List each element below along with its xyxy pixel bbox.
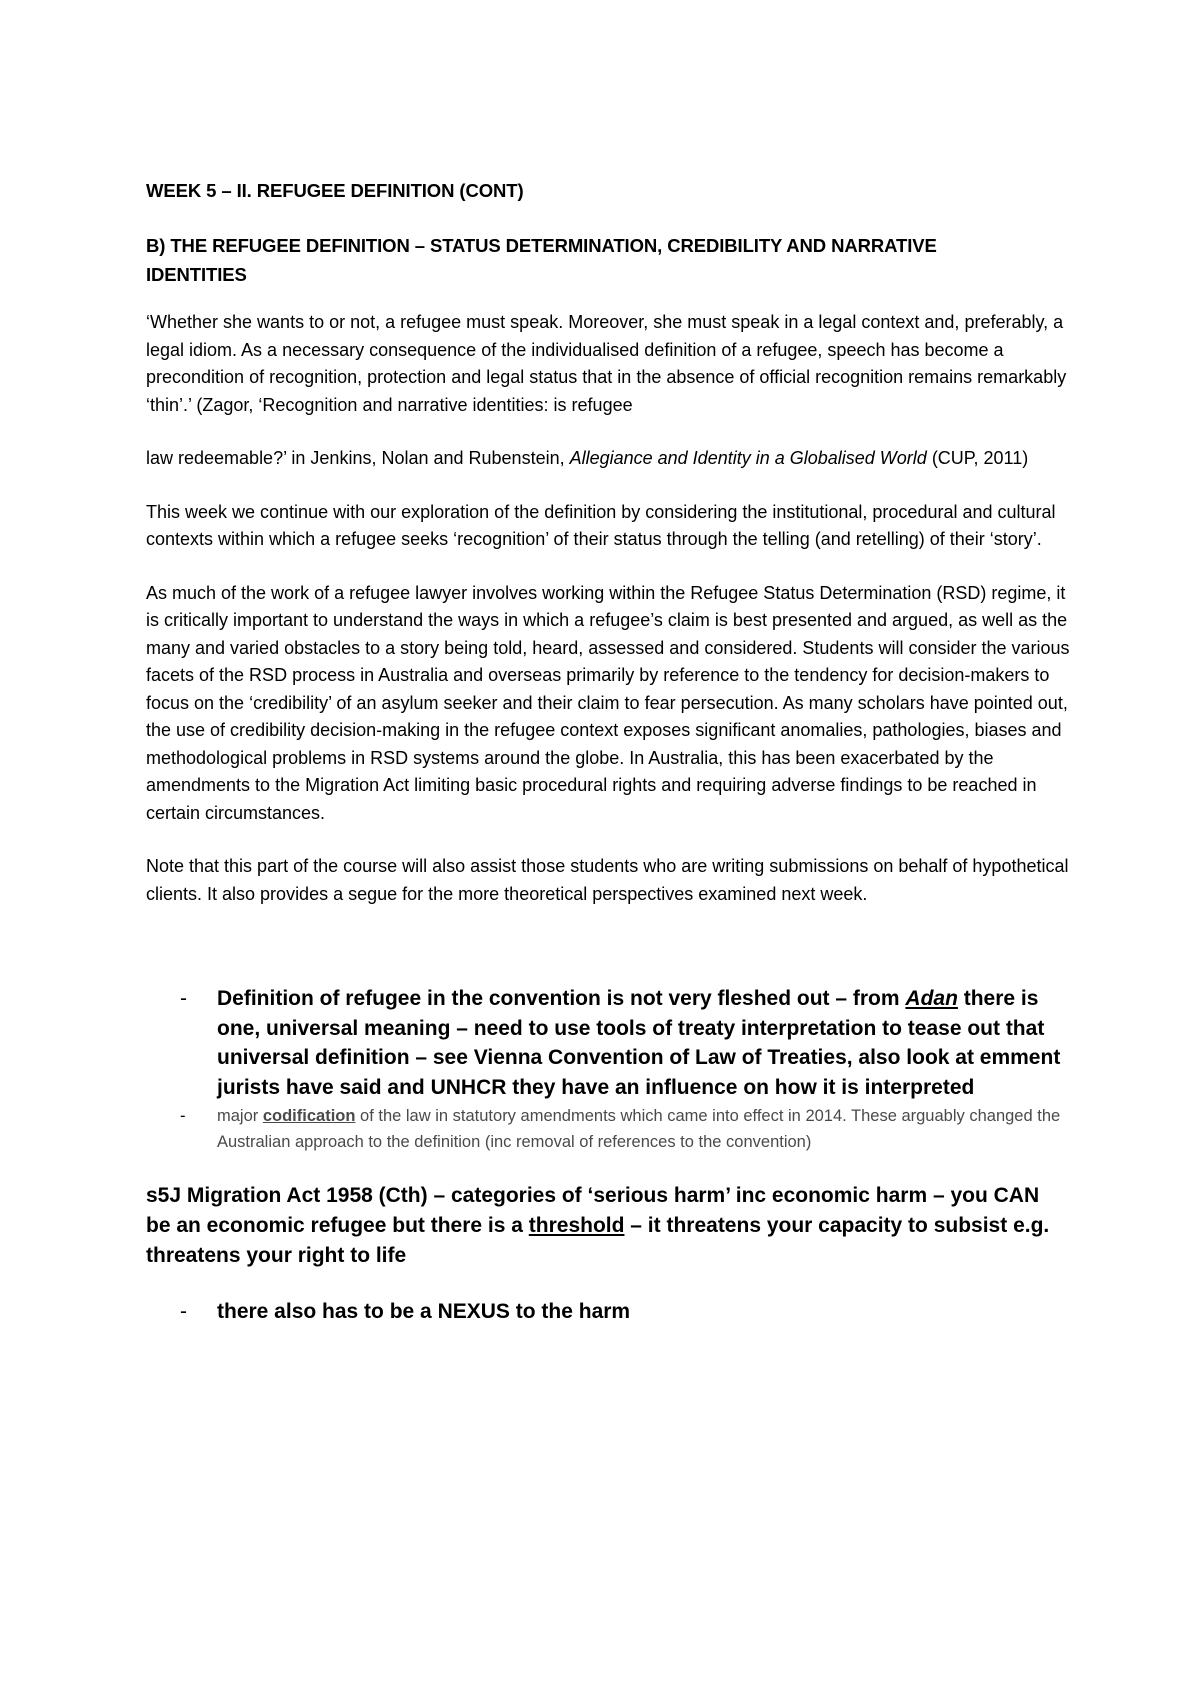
bullet-text: there also has to be a NEXUS to the harm [217,1300,631,1323]
key-term: threshold [528,1214,625,1237]
bullet-text: major [217,1107,263,1125]
list-item [180,1104,1070,1155]
bullet-text-cont: of the law in statutory amendments which came into effect in 2014. These arguably changed the Australian approach to the definition (inc removal of references to the convention) [217,1107,1061,1151]
bullet-mark: - [180,1107,186,1125]
citation-publisher: (CUP, 2011) [926,448,1029,468]
quote-paragraph: ‘Whether she wants to or not, a refugee must speak. Moreover, she must speak in a legal context and, preferably, a legal idiom. As a necessary consequence of the individualised definition of a refugee, speech has become a precondition of recognition, protection and legal status that in the absence of official recognition remains remarkably ‘thin’.’ (Zagor, ‘Recognition and narrative identities: is refugee [146,312,1067,415]
bullet-text: Definition of refugee in the convention is not very fleshed out – from [217,987,906,1010]
note-paragraph: Note that this part of the course will also assist those students who are writing submissions on behalf of hypothetical clients. It also provides a segue for the more theoretical perspectives examined next week. [146,856,1069,904]
rsd-paragraph: As much of the work of a refugee lawyer involves working within the Refugee Status Determination (RSD) regime, it is critically important to understand the ways in which a refugee’s claim is best presented and argued, as well as the many and varied obstacles to a story being told, heard, assessed and considered. Students will consider the various facets of the RSD process in Australia and overseas primarily by reference to the tendency for decision-makers to focus on the ‘credibility’ of an asylum seeker and their claim to fear persecution. As many scholars have pointed out, the use of credibility decision-making in the refugee context exposes significant anomalies, pathologies, biases and methodological problems in RSD systems around the globe. In Australia, this has been exacerbated by the amendments to the Migration Act limiting basic procedural rights and requiring adverse findings to be reached in certain circumstances. [146,582,1070,823]
page-title: WEEK 5 – II. REFUGEE DEFINITION (CONT) [146,180,524,201]
list-item [180,1297,1070,1327]
statute-text: s5J Migration Act 1958 (Cth) – categories of ‘serious harm’ inc economic harm – you CAN be an economic refugee but there is a [146,1184,1040,1237]
notes-list [180,984,1070,1155]
key-term: codification [262,1107,356,1125]
bullet-text-cont: there is one, universal meaning – need to use tools of treaty interpretation to tease out that universal definition – see Vienna Convention of Law of Treaties, also look at emment jurists have said and UNHCR they have an influence on how it is interpreted [217,987,1061,1099]
case-name: Adan [905,987,958,1010]
notes-list-2 [180,1297,1070,1327]
quote-citation [146,445,1076,473]
intro-paragraph: This week we continue with our exploration of the definition by considering the institutional, procedural and cultural contexts within which a refugee seeks ‘recognition’ of their status through the telling (and retelling) of their ‘story’. [146,501,1056,549]
list-item [180,984,1070,1102]
document-body [146,176,1076,1327]
bullet-mark: - [180,987,187,1010]
bullet-mark: - [180,1300,187,1323]
statute-text-cont: – it threatens your capacity to subsist e.g. threatens your right to life [146,1214,1050,1267]
statute-note [146,1181,1066,1271]
citation-book-title: Allegiance and Identity in a Globalised World [569,448,927,468]
section-heading: B) THE REFUGEE DEFINITION – STATUS DETERMINATION, CREDIBILITY AND NARRATIVE IDENTITIES [146,235,937,285]
citation-text: law redeemable?’ in Jenkins, Nolan and Rubenstein, [146,448,570,468]
